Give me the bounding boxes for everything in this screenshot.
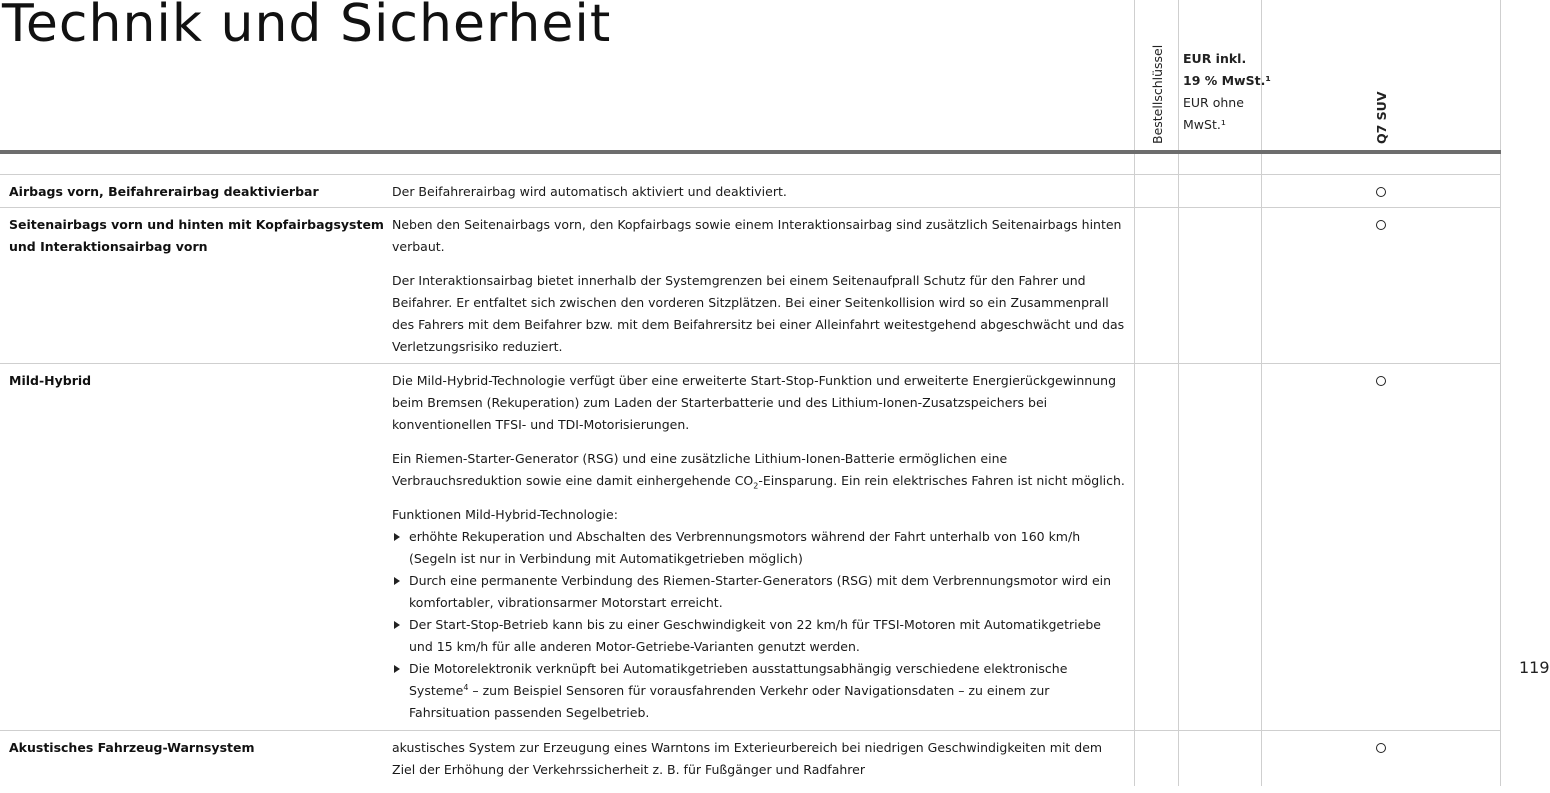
list-intro: Funktionen Mild-Hybrid-Technologie: [392, 507, 618, 522]
header-model: Q7 SUV [1374, 91, 1389, 144]
feature-description [392, 181, 1128, 215]
column-divider [1500, 0, 1501, 786]
column-divider [1178, 0, 1179, 786]
subscript: 2 [753, 481, 759, 491]
list-item: Der Start-Stop-Betrieb kann bis zu einer Geschwindigkeit von 22 km/h für TFSI-Motoren mit Automatikgetriebe und 15 km/h für alle anderen Motor-Getriebe-Varianten genutzt werden. [392, 614, 1128, 658]
feature-name: Seitenairbags vorn und hinten mit Kopfairbagsystem und Interaktionsairbag vorn [9, 217, 384, 254]
row-divider [0, 174, 1501, 175]
optional-circle-icon [1376, 187, 1386, 197]
description-paragraph: akustisches System zur Erzeugung eines Warntons im Exterieurbereich bei niedrigen Geschwindigkeiten mit dem Ziel der Erhöhung der Verkehrssicherheit z. B. für Fußgänger und Radfahrer [392, 740, 1103, 777]
optional-circle-icon [1376, 220, 1386, 230]
header-order-key: Bestellschlüssel [1150, 44, 1165, 144]
optional-circle-icon [1376, 743, 1386, 753]
page-title: Technik und Sicherheit [2, 0, 612, 54]
feature-name: Airbags vorn, Beifahrerairbag deaktivierbar [9, 184, 319, 199]
description-paragraph: Der Beifahrerairbag wird automatisch aktiviert und deaktiviert. [392, 184, 787, 199]
list-item: erhöhte Rekuperation und Abschalten des Verbrennungsmotors während der Fahrt unterhalb von 160 km/h (Segeln ist nur in Verbindung mit Automatikgetrieben möglich) [392, 526, 1128, 570]
list-item: Durch eine permanente Verbindung des Riemen-Starter-Generators (RSG) mit dem Verbrennungsmotor wird ein komfortabler, vibrationsarmer Motorstart erreicht. [392, 570, 1128, 614]
bullet-list [392, 526, 1128, 724]
feature-description [392, 737, 1128, 793]
feature-name: Mild-Hybrid [9, 373, 92, 388]
description-paragraph: Die Mild-Hybrid-Technologie verfügt über eine erweiterte Start-Stop-Funktion und erweiterte Energierückgewinnung beim Bremsen (Rekuperation) zum Laden der Starterbatterie und des Lithium-Ionen-Zusatzspeichers bei konventionellen TFSI- und TDI-Motorisierungen. [392, 373, 1117, 432]
list-item-text: – zum Beispiel Sensoren für vorausfahrenden Verkehr oder Navigationsdaten – zu einem zur Fahrsituation passenden Segelbetrieb. [409, 683, 1050, 720]
description-paragraph: Der Interaktionsairbag bietet innerhalb der Systemgrenzen bei einem Seitenaufprall Schutz für den Fahrer und Beifahrer. Er entfaltet sich zwischen den vorderen Sitzplätzen. Bei einer Seitenkollision wird so ein Zusammenprall des Fahrers mit dem Beifahrer bzw. mit dem Beifahrersitz bei einer Alleinfahrt weitestgehend abgeschwächt und das Verletzungsrisiko reduziert. [392, 273, 1125, 354]
header-rule [0, 150, 1501, 154]
header-price [1183, 48, 1271, 136]
header-price-excl-line1: EUR ohne [1183, 95, 1244, 110]
header-price-excl-line2: MwSt.¹ [1183, 117, 1226, 132]
header-price-incl-line1: EUR inkl. [1183, 51, 1247, 66]
list-item-text: Die Motorelektronik verknüpft bei Automatikgetrieben ausstattungsabhängig verschiedene elektronische Systeme [409, 661, 1068, 698]
description-paragraph: Neben den Seitenairbags vorn, den Kopfairbags sowie einem Interaktionsairbag sind zusätzlich Seitenairbags hinten verbaut. [392, 217, 1122, 254]
optional-circle-icon [1376, 376, 1386, 386]
column-divider [1134, 0, 1135, 786]
description-text: -Einsparung. Ein rein elektrisches Fahren ist nicht möglich. [758, 473, 1125, 488]
feature-name: Akustisches Fahrzeug-Warnsystem [9, 740, 255, 755]
description-text: Ein Riemen-Starter-Generator (RSG) und eine zusätzliche Lithium-Ionen-Batterie ermöglichen eine Verbrauchsreduktion sowie eine damit einhergehende CO [392, 451, 1008, 488]
feature-description [392, 370, 1128, 724]
page-number: 119 [1519, 658, 1550, 677]
footnote-marker: 4 [463, 682, 469, 692]
header-price-incl-line2: 19 % MwSt.¹ [1183, 73, 1271, 88]
list-item [392, 658, 1128, 724]
feature-description [392, 214, 1128, 370]
row-divider [0, 730, 1501, 731]
description-paragraph [392, 448, 1128, 492]
